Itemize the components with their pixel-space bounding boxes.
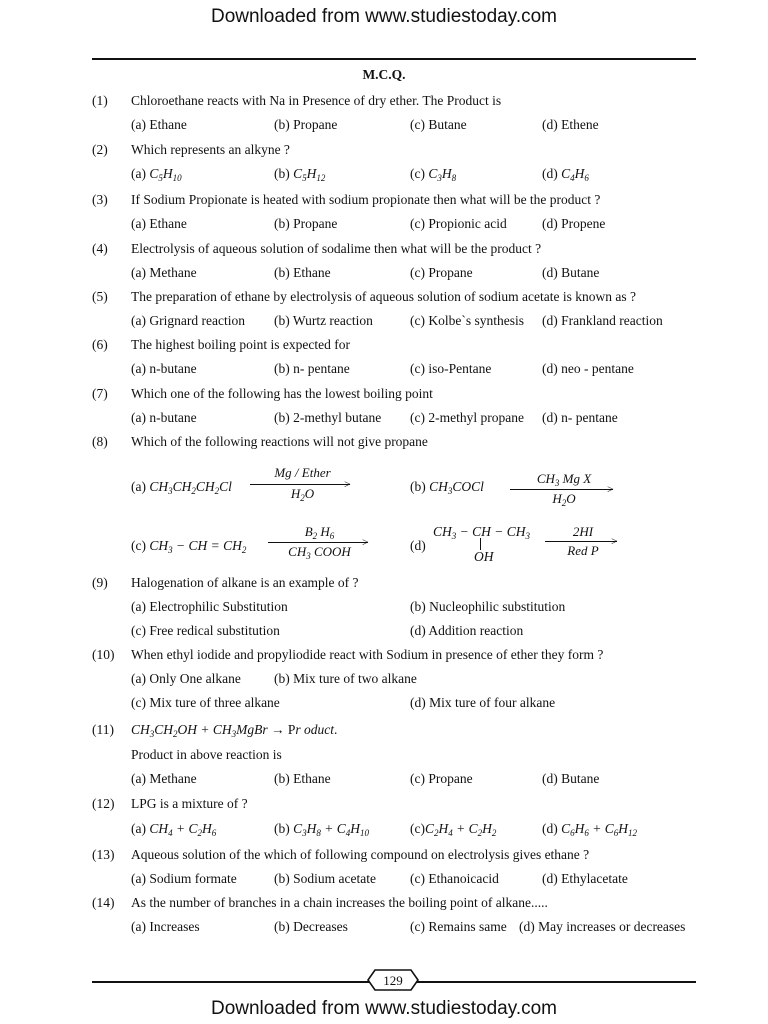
- option-d: (d) Frankland reaction: [542, 313, 663, 328]
- reaction-arrow: [545, 541, 617, 542]
- option-d: [542, 821, 637, 837]
- formula: $CH_3CH_2CH_2Cl$: [149, 479, 232, 496]
- option-label: (c): [410, 821, 425, 836]
- question-text: Halogenation of alkane is an example of ?: [131, 575, 359, 590]
- option-label: (c): [131, 538, 146, 553]
- option-d: (d) May increases or decreases: [519, 919, 686, 934]
- option-a: (a) Ethane: [131, 216, 187, 231]
- question-number: (10): [92, 647, 115, 662]
- question-text: When ethyl iodide and propyliodide react with Sodium in presence of ether they form ?: [131, 647, 604, 662]
- question-text: Aqueous solution of the which of following compound on electrolysis gives ethane ?: [131, 847, 590, 862]
- question-number: (8): [92, 434, 108, 449]
- option-a: (a) Only One alkane: [131, 671, 241, 686]
- option-label: (c): [410, 166, 425, 181]
- option-a: (a) Methane: [131, 265, 197, 280]
- reaction-arrow: [250, 484, 350, 485]
- option-d: (d) Mix ture of four alkane: [410, 695, 556, 710]
- option-c: (c) Butane: [410, 117, 467, 132]
- download-banner-bottom: Downloaded from www.studiestoday.com: [210, 998, 558, 1019]
- reagent-top: Mg / Ether: [274, 465, 331, 480]
- arrowhead-icon: >: [362, 535, 369, 549]
- option-b: (b) Propane: [274, 216, 338, 231]
- question-text: Product in above reaction is: [131, 747, 282, 762]
- option-d: (d) Addition reaction: [410, 623, 524, 638]
- section-title: M.C.Q.: [362, 67, 406, 82]
- reagent-text: CH: [288, 544, 307, 559]
- option-a: [131, 166, 182, 182]
- reagent-bottom: $CH_3$ COOH: [288, 544, 351, 561]
- formula: $C_5H_{10}$: [149, 166, 182, 183]
- question-text: Electrolysis of aqueous solution of sodalime then what will be the product ?: [131, 241, 542, 256]
- option-a: (a) Sodium formate: [131, 871, 237, 886]
- question-text: LPG is a mixture of ?: [131, 796, 248, 811]
- formula: $C_3H_8 + C_4H_{10}$: [293, 821, 370, 838]
- option-label: (b): [274, 166, 290, 181]
- option-b: (b) Ethane: [274, 265, 331, 280]
- option-b: (b) 2-methyl butane: [274, 410, 382, 425]
- option-c: (c) Kolbe`s synthesis: [410, 313, 524, 328]
- option-label: (b): [274, 821, 290, 836]
- option-d: (d) Propene: [542, 216, 606, 231]
- question-number: (1): [92, 93, 108, 108]
- reaction-arrow: [510, 489, 613, 490]
- question-number: (5): [92, 289, 108, 304]
- formula: $CH_3COCl$: [429, 479, 484, 496]
- question-equation: $CH_3CH_2OH$ + $CH_3MgBr \to Pr$ oduct.: [131, 722, 338, 739]
- option-label: (a): [131, 821, 146, 836]
- reagent-top: $B_2$ $H_6$: [304, 524, 335, 541]
- option-b: (b) Mix ture of two alkane: [274, 671, 417, 686]
- reagent-text: CH: [536, 471, 555, 486]
- formula: $C_3H_8$: [428, 166, 457, 183]
- formula: $C_6H_6 + C_6H_{12}$: [561, 821, 638, 838]
- option-c: (c) Ethanoicacid: [410, 871, 499, 886]
- reagent-bottom: $H_2O$: [290, 486, 315, 503]
- question-number: (6): [92, 337, 108, 352]
- top-rule: [92, 58, 696, 60]
- option-d: [542, 166, 589, 182]
- option-a: (a) n-butane: [131, 361, 197, 376]
- arrowhead-icon: >: [611, 534, 618, 548]
- option-label: (a): [131, 166, 146, 181]
- option-b: [274, 166, 325, 182]
- option-a: [131, 821, 216, 837]
- question-number: (9): [92, 575, 108, 590]
- question-text: Chloroethane reacts with Na in Presence of dry ether. The Product is: [131, 93, 502, 108]
- question-number: (3): [92, 192, 108, 207]
- page-number: 129: [383, 973, 403, 988]
- option-a: (a) Grignard reaction: [131, 313, 245, 328]
- question-text: Which of the following reactions will not give propane: [131, 434, 428, 449]
- option-d: (d) Butane: [542, 265, 600, 280]
- question-number: (7): [92, 386, 108, 401]
- option-c: (c) Propane: [410, 771, 473, 786]
- question-text: Which one of the following has the lowest boiling point: [131, 386, 433, 401]
- option-b: (b) Sodium acetate: [274, 871, 376, 886]
- option-a: (a) Increases: [131, 919, 200, 934]
- formula: $CH_4 + C_2H_6$: [149, 821, 217, 838]
- option-a: (a) Methane: [131, 771, 197, 786]
- reaction-8d-label: (d): [410, 538, 426, 553]
- option-label: (b): [410, 479, 426, 494]
- arrowhead-icon: >: [607, 482, 614, 496]
- option-d: (d) Butane: [542, 771, 600, 786]
- option-b: (b) Propane: [274, 117, 338, 132]
- option-c: (c) iso-Pentane: [410, 361, 492, 376]
- reagent-text: H: [290, 486, 301, 501]
- question-text: As the number of branches in a chain increases the boiling point of alkane.....: [131, 895, 548, 910]
- hydroxyl-group: OH: [474, 549, 494, 564]
- question-number: (14): [92, 895, 115, 910]
- question-number: (2): [92, 142, 108, 157]
- option-d: (d) neo - pentane: [542, 361, 634, 376]
- option-c: (c) Remains same: [410, 919, 507, 934]
- reaction-8c-reactant: [131, 538, 246, 554]
- option-c: (c) Propane: [410, 265, 473, 280]
- formula: $C_2H_4 + C_2H_2$: [424, 821, 497, 838]
- download-banner-top: Downloaded from www.studiestoday.com: [210, 6, 558, 27]
- question-number: (11): [92, 722, 114, 737]
- option-d: (d) Ethene: [542, 117, 599, 132]
- option-b: (b) n- pentane: [274, 361, 350, 376]
- reagent-bottom: $H_2O$: [552, 491, 576, 508]
- option-c: (c) Propionic acid: [410, 216, 507, 231]
- option-a: (a) Electrophilic Substitution: [131, 599, 288, 614]
- reagent-bottom: Red P: [567, 543, 599, 558]
- question-text: If Sodium Propionate is heated with sodium propionate then what will be the product ?: [131, 192, 601, 207]
- formula: $C_5H_{12}$: [293, 166, 326, 183]
- option-a: (a) n-butane: [131, 410, 197, 425]
- option-label: (a): [131, 479, 146, 494]
- reaction-8b-reactant: [410, 479, 484, 495]
- arrowhead-icon: >: [344, 477, 351, 491]
- reagent-top: $CH_3$ Mg X: [536, 471, 592, 488]
- reaction-8d-reactant: $CH_3$ − CH − $CH_3$: [433, 524, 530, 541]
- option-b: [274, 821, 369, 837]
- formula: $C_4H_6$: [561, 166, 589, 183]
- page-number-badge: [367, 968, 419, 992]
- reagent-text: H: [552, 491, 562, 506]
- option-c: [410, 166, 456, 182]
- option-b: (b) Decreases: [274, 919, 348, 934]
- option-c: (c) Mix ture of three alkane: [131, 695, 280, 710]
- reaction-arrow: [268, 542, 368, 543]
- question-number: (4): [92, 241, 108, 256]
- option-label: (d): [542, 821, 558, 836]
- formula: $CH_3$ − CH = $CH_2$: [149, 538, 247, 555]
- option-b: (b) Ethane: [274, 771, 331, 786]
- option-c: [410, 821, 496, 837]
- question-text: The highest boiling point is expected for: [131, 337, 350, 352]
- reaction-8a-reactant: [131, 479, 232, 495]
- option-a: (a) Ethane: [131, 117, 187, 132]
- option-c: (c) 2-methyl propane: [410, 410, 524, 425]
- question-number: (13): [92, 847, 115, 862]
- question-number: (12): [92, 796, 115, 811]
- option-d: (d) n- pentane: [542, 410, 618, 425]
- question-text: The preparation of ethane by electrolysis of aqueous solution of sodium acetate is known as ?: [131, 289, 636, 304]
- reagent-top: 2HI: [572, 524, 594, 539]
- option-label: (d): [542, 166, 558, 181]
- question-text: Which represents an alkyne ?: [131, 142, 290, 157]
- option-b: (b) Wurtz reaction: [274, 313, 373, 328]
- option-d: (d) Ethylacetate: [542, 871, 628, 886]
- option-c: (c) Free redical substitution: [131, 623, 280, 638]
- option-b: (b) Nucleophilic substitution: [410, 599, 566, 614]
- reagent-text: B: [304, 524, 313, 539]
